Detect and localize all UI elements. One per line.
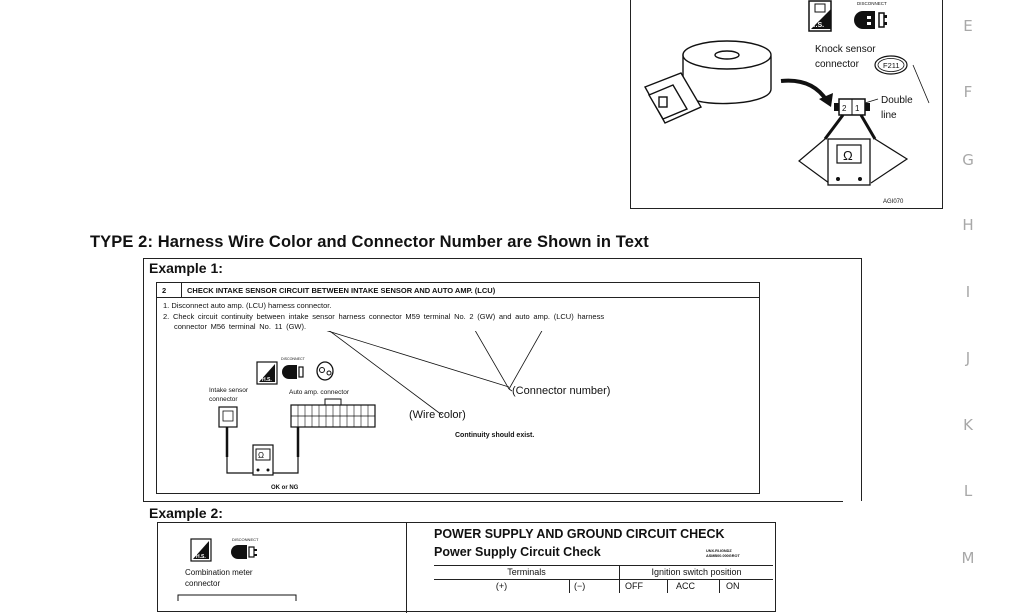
connector-label: connector [815,59,859,70]
example-2-panel [157,522,776,612]
on-header: ON [726,581,740,591]
meter-connector-label-2: connector [185,579,221,588]
connector-id: F211 [883,61,900,70]
hs-badge-icon [191,539,211,561]
result-text: OK or NG [271,485,299,491]
instruction-line: 2. Check circuit continuity between intake sensor harness connector M59 terminal No. 2 (GW) and auto amp. (LCU) harness [163,312,605,321]
connector-plug-icon [317,362,333,380]
ts-badge-icon [809,1,831,31]
hs-badge-icon [257,362,277,384]
continuity-text: Continuity should exist. [455,432,535,439]
step-header [157,283,759,298]
side-index-letter: L [963,482,973,500]
example-divider [143,501,843,502]
disconnect-label: DISCONNECT [281,357,305,361]
example-1-panel [156,282,760,494]
ohm-symbol: Ω [258,451,264,460]
disconnect-icon [854,1,887,29]
side-index-letter: K [963,416,973,434]
power-supply-title: POWER SUPPLY AND GROUND CIRCUIT CHECK [434,527,725,541]
auto-amp-label: Auto amp. connector [289,389,349,396]
reference-code-line: UNX.RI.IGNDZ [706,549,732,553]
ohm-symbol: Ω [843,148,853,163]
intake-sensor-label: Intake sensor [209,387,249,394]
side-index-letter: H [962,216,974,234]
example-2-illustration [158,523,406,601]
side-index-letter: F [963,83,973,101]
disconnect-icon [281,357,306,379]
plus-header: (+) [495,581,508,591]
terminals-header: Terminals [507,567,546,577]
intake-connector-label: connector [209,396,238,403]
hs-label: H.S. [262,377,272,383]
pin-1-label: 1 [855,104,860,113]
side-index-letter: G [962,151,974,169]
step-number: 2 [162,286,167,295]
acc-header: ACC [676,581,696,591]
auto-amp-connector [291,399,375,427]
knock-sensor-figure [630,0,943,209]
reference-code [706,549,740,559]
section-heading: TYPE 2: Harness Wire Color and Connector Number are Shown in Text [90,233,649,251]
side-index-letter: E [963,17,973,35]
disconnect-icon [231,537,259,559]
terminal-table [434,565,773,614]
example-1-illustration [157,331,759,495]
connector-number-callout: (Connector number) [512,385,611,397]
knock-sensor-illustration [631,0,944,210]
wire-color-callout: (Wire color) [409,409,466,421]
hs-label: H.S. [196,554,206,560]
side-index-letter: J [965,349,971,367]
knock-sensor-label: Knock sensor [815,44,876,55]
minus-header: (−) [574,581,586,591]
example-2-label: Example 2: [149,505,223,521]
instruction-line: 1. Disconnect auto amp. (LCU) harness connector. [163,301,332,310]
ignition-header: Ignition switch position [651,567,742,577]
knock-sensor-drawing [645,41,771,123]
double-line-label: Double [881,95,913,106]
reference-code-line: ASMB00.000GROT [706,554,740,558]
disconnect-label: DISCONNECT [857,1,887,6]
side-index-letter: I [965,283,971,301]
power-supply-subtitle: Power Supply Circuit Check [434,545,601,559]
disconnect-label: DISCONNECT [232,537,259,542]
pin-2-label: 2 [842,104,847,113]
meter-connector-label: Combination meter [185,568,253,577]
step-title: CHECK INTAKE SENSOR CIRCUIT BETWEEN INTAKE SENSOR AND AUTO AMP. (LCU) [187,286,496,295]
double-line-label-2: line [881,110,897,121]
side-index-letter: M [961,549,975,567]
example-1-label: Example 1: [149,260,223,276]
figure-code: AGI070 [883,199,904,205]
off-header: OFF [625,581,643,591]
instruction-line: connector M56 terminal No. 11 (GW). [174,322,307,331]
ts-label: T.S. [812,22,825,29]
